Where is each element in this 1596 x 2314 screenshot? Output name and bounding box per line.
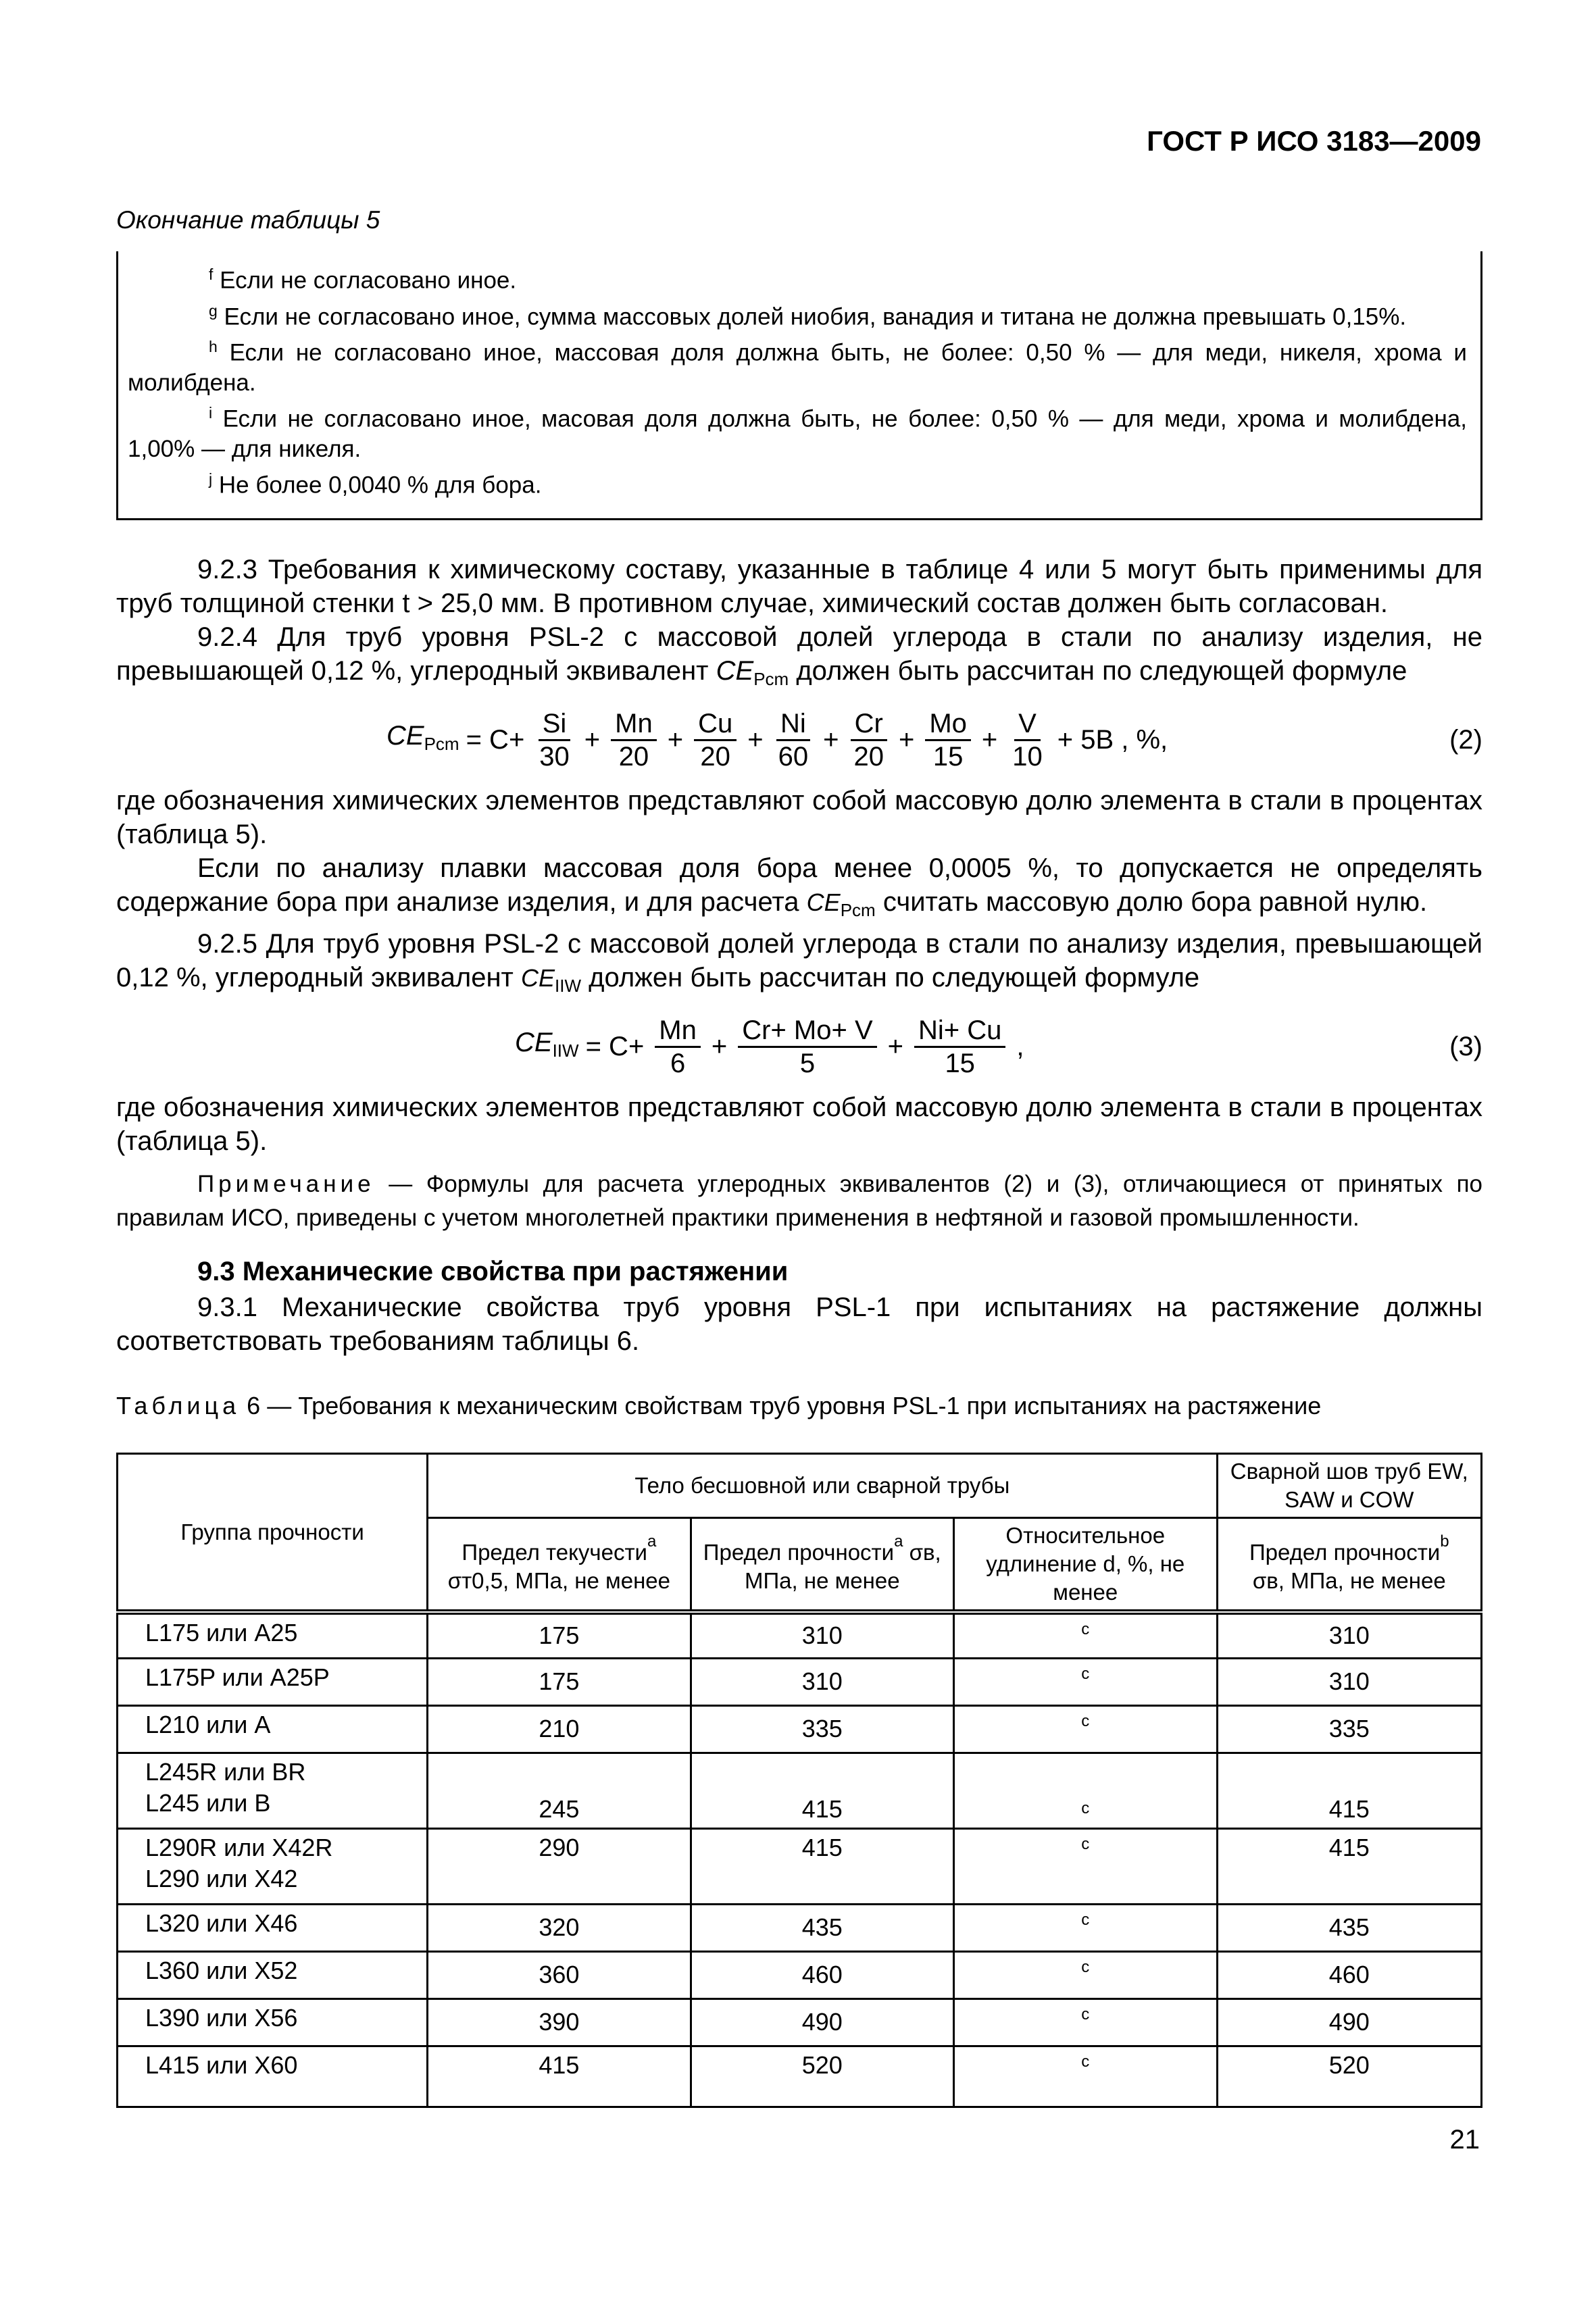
table-row: L175P или A25P 175 310 $^c$ 310	[118, 1658, 1482, 1705]
paragraph-where-2: где обозначения химических элементов представляют собой массовую долю элемента в стали в процентах (таблица 5).	[116, 1092, 1482, 1156]
footnote-g: $^g$ Если не согласовано иное, сумма массовых долей ниобия, ванадия и титана не должна превышать 0,15%.	[209, 301, 1407, 330]
formula-3-number: (3)	[1449, 1032, 1482, 1061]
fraction-cr: $\frac{Cr}{20}$	[849, 708, 888, 772]
formula-3-lhs: $CE_{IIW}$	[515, 1028, 579, 1061]
footnote-h: $^h$ Если не согласовано иное, массовая доля должна быть, не более: 0,50 % — для меди, никеля, хрома и молибдена.	[128, 338, 1467, 396]
footnote-f: $^f$ Если не согласовано иное.	[209, 266, 517, 294]
table5-footnotes	[116, 251, 1482, 520]
table-row: L415 или X60 415 520 $^c$ 520	[118, 2046, 1482, 2107]
fraction-mn-6: $\frac{Mn}{6}$	[655, 1015, 701, 1079]
fraction-v: $\frac{V}{10}$	[1012, 708, 1043, 772]
paragraph-where-1: где обозначения химических элементов представляют собой массовую долю элемента в стали в процентах (таблица 5).	[116, 786, 1482, 849]
footnote-j: $^j$ Не более 0,0040 % для бора.	[209, 470, 542, 499]
fraction-si: $\frac{Si}{30}$	[539, 708, 570, 772]
header-yield: Предел текучести$^a$ σт0,5, МПа, не менее	[428, 1518, 691, 1613]
formula-2	[116, 696, 1482, 784]
paragraph-9-3-1-container	[116, 1290, 1482, 1358]
table6-caption: Таблица 6 — Требования к механическим свойствам труб уровня PSL-1 при испытаниях на растяжение	[116, 1392, 1322, 1419]
page-number: 21	[1449, 2125, 1480, 2155]
header-weld-tensile: Предел прочности$^b$ σв, МПа, не менее	[1217, 1518, 1481, 1613]
ce-pcm-symbol: $CE_{Pcm}$	[716, 656, 789, 689]
fraction-mo: $\frac{Mo}{15}$	[925, 708, 971, 772]
table-row: L210 или A 210 335 $^c$ 335	[118, 1705, 1482, 1753]
footnote-i: $^i$ Если не согласовано иное, масовая доля должна быть, не более: 0,50 % — для меди, хрома и молибдена, 1,00% — для никеля.	[128, 403, 1468, 462]
table6	[116, 1453, 1482, 2108]
paragraph-9-2-5: 9.2.5 Для труб уровня PSL-2 с массовой долей углерода в стали по анализу изделия, превышающей 0,12 %, углеродный эквивалент $CE_{IIW}$ должен быть рассчитан по следующей формуле	[116, 929, 1482, 996]
table-row: L290R или X42R L290 или X42 290 415 $^c$ 415	[118, 1828, 1482, 1904]
header-weld: Сварной шов труб EW, SAW и COW	[1217, 1454, 1481, 1518]
table-end-caption: Окончание таблицы 5	[116, 206, 380, 234]
table-row: L175 или A25 175 310 $^c$ 310	[118, 1612, 1482, 1658]
paragraph-boron: Если по анализу плавки массовая доля бора менее 0,0005 %, то допускается не определять содержание бора при анализе изделия, и для расчета $CE_{Pcm}$ считать массовую долю бора равной нулю.	[116, 853, 1482, 920]
fraction-ni: $\frac{Ni}{60}$	[774, 708, 813, 772]
section-9-3-heading: 9.3 Механические свойства при растяжении	[197, 1257, 789, 1286]
chemistry-section	[116, 553, 1482, 1158]
header-body: Тело бесшовной или сварной трубы	[428, 1454, 1217, 1518]
fraction-cr-mo-v: $\frac{Cr+ Mo+ V}{5}$	[738, 1015, 876, 1079]
table-row: L390 или X56 390 490 $^c$ 490	[118, 1998, 1482, 2046]
fraction-mn: $\frac{Mn}{20}$	[611, 708, 657, 772]
header-elongation: Относительное удлинение d, %, не менее	[953, 1518, 1217, 1613]
fraction-cu: $\frac{Cu}{20}$	[694, 708, 737, 772]
ce-iiw-symbol: $CE_{IIW}$	[520, 964, 581, 996]
paragraph-9-2-3: 9.2.3 Требования к химическому составу, указанные в таблице 4 или 5 могут быть применимы для труб толщиной стенки t > 25,0 мм. В противном случае, химический состав должен быть согласован.	[116, 555, 1482, 618]
formula-3-expression: $CE_{IIW}$ = C+ $\frac{Mn}{6}$ + $\frac{Cr+ Mo+ V}{5}$ + $\frac{Ni+ Cu}{15}$ ,	[515, 1015, 1024, 1078]
formula-2-number: (2)	[1449, 725, 1482, 755]
formula-2-expression: $CE_{Pcm}$ = C+ $\frac{Si}{30}$ + $\frac{Mn}{20}$ + $\frac{Cu}{20}$ + $\frac{Ni}{60}$ + $\frac{Cr}{20}$ + $\frac{Mo}{15}$ + $\frac{V}{10}$ + 5B , %,	[386, 708, 1168, 772]
formula-2-lhs: $CE_{Pcm}$	[386, 721, 459, 754]
paragraph-9-2-4: 9.2.4 Для труб уровня PSL-2 с массовой долей углерода в стали по анализу изделия, не превышающей 0,12 %, углеродный эквивалент $CE_{Pcm}$ должен быть рассчитан по следующей формуле	[116, 622, 1482, 689]
document-header: ГОСТ Р ИСО 3183—2009	[1147, 125, 1481, 157]
table-row: L360 или X52 360 460 $^c$ 460	[118, 1951, 1482, 1998]
header-tensile: Предел прочности$^a$ σв, МПа, не менее	[691, 1518, 953, 1613]
table-row: L245R или BR L245 или B 245 415 $^c$ 415	[118, 1753, 1482, 1828]
fraction-ni-cu: $\frac{Ni+ Cu}{15}$	[914, 1015, 1005, 1079]
formula-3	[116, 1003, 1482, 1090]
table-row: L320 или X46 320 435 $^c$ 435	[118, 1904, 1482, 1951]
note: Примечание — Формулы для расчета углеродных эквивалентов (2) и (3), отличающиеся от принятых по правилам ИСО, приведены с учетом многолетней практики применения в нефтяной и газовой промышленности.	[116, 1171, 1482, 1231]
paragraph-9-3-1: 9.3.1 Механические свойства труб уровня PSL-1 при испытаниях на растяжение должны соответствовать требованиям таблицы 6.	[116, 1292, 1482, 1356]
header-group: Группа прочности	[118, 1454, 428, 1613]
